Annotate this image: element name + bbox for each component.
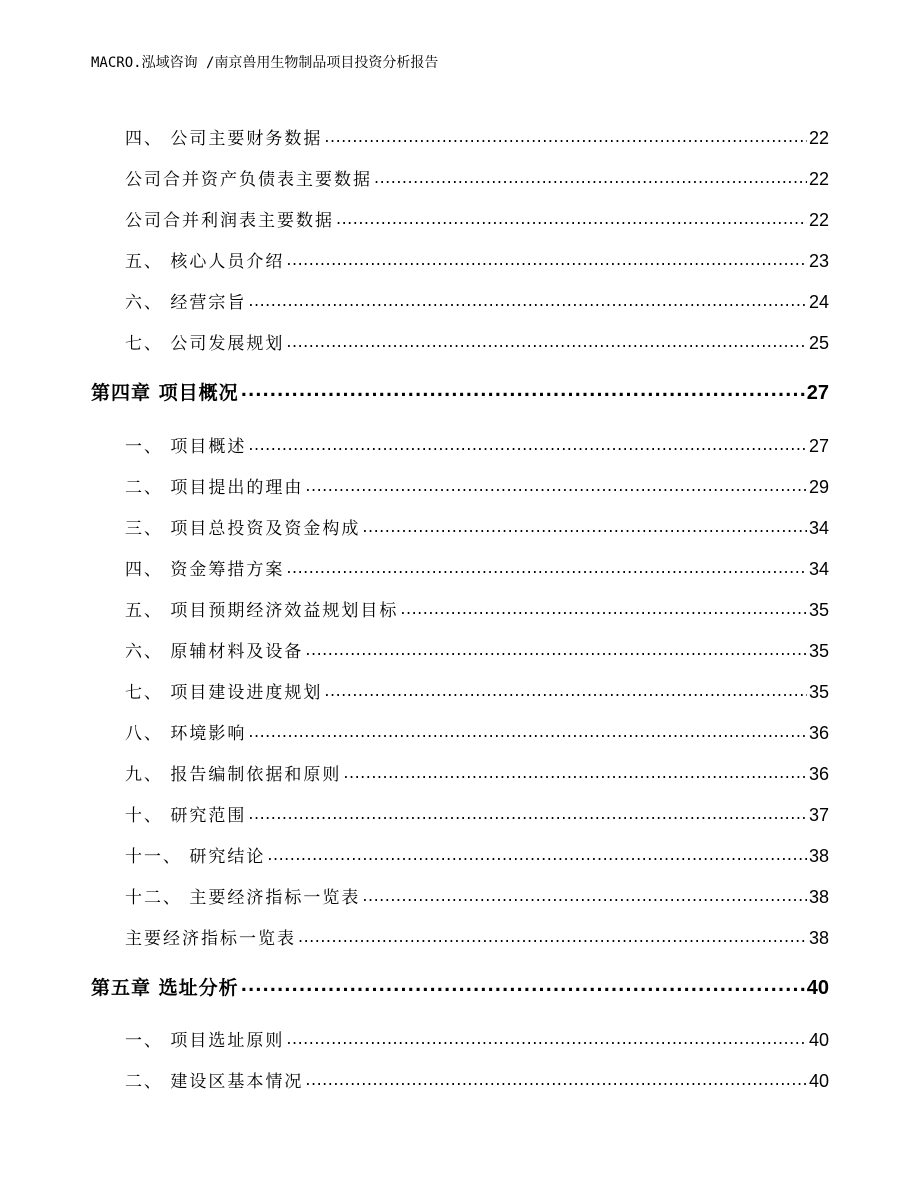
- toc-entry-page: 24: [808, 292, 829, 312]
- toc-entry[interactable]: [125, 801, 829, 826]
- toc-entry-page: 34: [808, 559, 829, 579]
- toc-entry[interactable]: [125, 719, 829, 744]
- toc-entry-label: 十、 研究范围: [125, 806, 247, 826]
- toc-entry[interactable]: [125, 1067, 829, 1092]
- toc-leader-dots: [241, 975, 805, 994]
- toc-entry-page: 35: [808, 641, 829, 661]
- toc-entry-label: 四、 公司主要财务数据: [125, 129, 323, 149]
- toc-entry[interactable]: [125, 760, 829, 785]
- toc-leader-dots: [286, 558, 807, 575]
- toc-entry-label: 公司合并资产负债表主要数据: [125, 170, 372, 190]
- toc-chapter-page: 40: [806, 977, 829, 999]
- toc-entry-label: 六、 经营宗旨: [125, 293, 247, 313]
- toc-entry-label: 七、 公司发展规划: [125, 334, 285, 354]
- toc-chapter[interactable]: [91, 378, 829, 405]
- toc-leader-dots: [248, 435, 807, 452]
- toc-entry-label: 五、 核心人员介绍: [125, 252, 285, 272]
- toc-entry-label: 二、 项目提出的理由: [125, 478, 304, 498]
- toc-leader-dots: [362, 517, 807, 534]
- toc-entry-label: 三、 项目总投资及资金构成: [125, 519, 361, 539]
- toc-entry[interactable]: [125, 883, 829, 908]
- toc-leader-dots: [305, 1070, 807, 1087]
- toc-leader-dots: [336, 209, 807, 226]
- toc-leader-dots: [374, 168, 807, 185]
- toc-entry[interactable]: [125, 555, 829, 580]
- toc-leader-dots: [241, 380, 805, 399]
- toc-entry-label: 四、 资金筹措方案: [125, 560, 285, 580]
- toc-leader-dots: [286, 250, 807, 267]
- toc-entry[interactable]: [125, 432, 829, 457]
- toc-entry[interactable]: [125, 124, 829, 149]
- toc-entry-label: 七、 项目建设进度规划: [125, 683, 323, 703]
- toc-leader-dots: [400, 599, 807, 616]
- toc-leader-dots: [324, 127, 807, 144]
- toc-leader-dots: [248, 722, 807, 739]
- toc-entry-label: 五、 项目预期经济效益规划目标: [125, 601, 399, 621]
- toc-entry[interactable]: [125, 842, 829, 867]
- toc-entry[interactable]: [125, 924, 829, 949]
- toc-entry-page: 40: [808, 1030, 829, 1050]
- toc-leader-dots: [305, 640, 807, 657]
- toc-entry-label: 六、 原辅材料及设备: [125, 642, 304, 662]
- toc-entry[interactable]: [125, 473, 829, 498]
- toc-entry[interactable]: [125, 329, 829, 354]
- toc-leader-dots: [267, 845, 807, 862]
- toc-entry-page: 38: [808, 887, 829, 907]
- toc-leader-dots: [248, 291, 807, 308]
- toc-entry-page: 36: [808, 764, 829, 784]
- toc-entry-label: 一、 项目概述: [125, 437, 247, 457]
- toc-entry-page: 27: [808, 436, 829, 456]
- toc-leader-dots: [286, 1029, 807, 1046]
- toc-entry[interactable]: [125, 596, 829, 621]
- toc-entry[interactable]: [125, 288, 829, 313]
- toc-entry-page: 36: [808, 723, 829, 743]
- toc-leader-dots: [362, 886, 807, 903]
- toc-chapter-page: 27: [806, 382, 829, 404]
- toc-entry-page: 34: [808, 518, 829, 538]
- toc-entry-label: 九、 报告编制依据和原则: [125, 765, 342, 785]
- toc-entry[interactable]: [125, 165, 829, 190]
- toc-leader-dots: [248, 804, 807, 821]
- toc-entry[interactable]: [125, 247, 829, 272]
- toc-entry[interactable]: [125, 206, 829, 231]
- toc-leader-dots: [298, 927, 807, 944]
- toc-entry-page: 40: [808, 1071, 829, 1091]
- toc-entry-page: 22: [808, 210, 829, 230]
- toc-entry-page: 38: [808, 928, 829, 948]
- toc-chapter-label: 第五章 选址分析: [91, 977, 239, 999]
- toc-entry-label: 十一、 研究结论: [125, 847, 266, 867]
- toc-entry[interactable]: [125, 514, 829, 539]
- toc-entry-page: 35: [808, 600, 829, 620]
- toc-leader-dots: [305, 476, 807, 493]
- toc-entry-page: 35: [808, 682, 829, 702]
- toc-entry-label: 八、 环境影响: [125, 724, 247, 744]
- toc-leader-dots: [286, 332, 807, 349]
- toc-entry-page: 37: [808, 805, 829, 825]
- toc-leader-dots: [343, 763, 807, 780]
- running-header: MACRO.泓域咨询 /南京兽用生物制品项目投资分析报告: [91, 55, 439, 71]
- toc-entry[interactable]: [125, 678, 829, 703]
- toc-entry-page: 38: [808, 846, 829, 866]
- toc-entry-label: 一、 项目选址原则: [125, 1031, 285, 1051]
- toc-chapter-label: 第四章 项目概况: [91, 382, 239, 404]
- toc-entry-page: 22: [808, 169, 829, 189]
- toc-leader-dots: [324, 681, 807, 698]
- toc-entry-page: 23: [808, 251, 829, 271]
- toc-chapter[interactable]: [91, 973, 829, 1000]
- toc-entry-page: 22: [808, 128, 829, 148]
- toc-entry-label: 主要经济指标一览表: [125, 929, 296, 949]
- toc-entry-page: 29: [808, 477, 829, 497]
- toc-entry[interactable]: [125, 1026, 829, 1051]
- toc-entry-label: 二、 建设区基本情况: [125, 1072, 304, 1092]
- toc-entry[interactable]: [125, 637, 829, 662]
- toc-entry-label: 十二、 主要经济指标一览表: [125, 888, 361, 908]
- toc-entry-page: 25: [808, 333, 829, 353]
- toc-entry-label: 公司合并利润表主要数据: [125, 211, 334, 231]
